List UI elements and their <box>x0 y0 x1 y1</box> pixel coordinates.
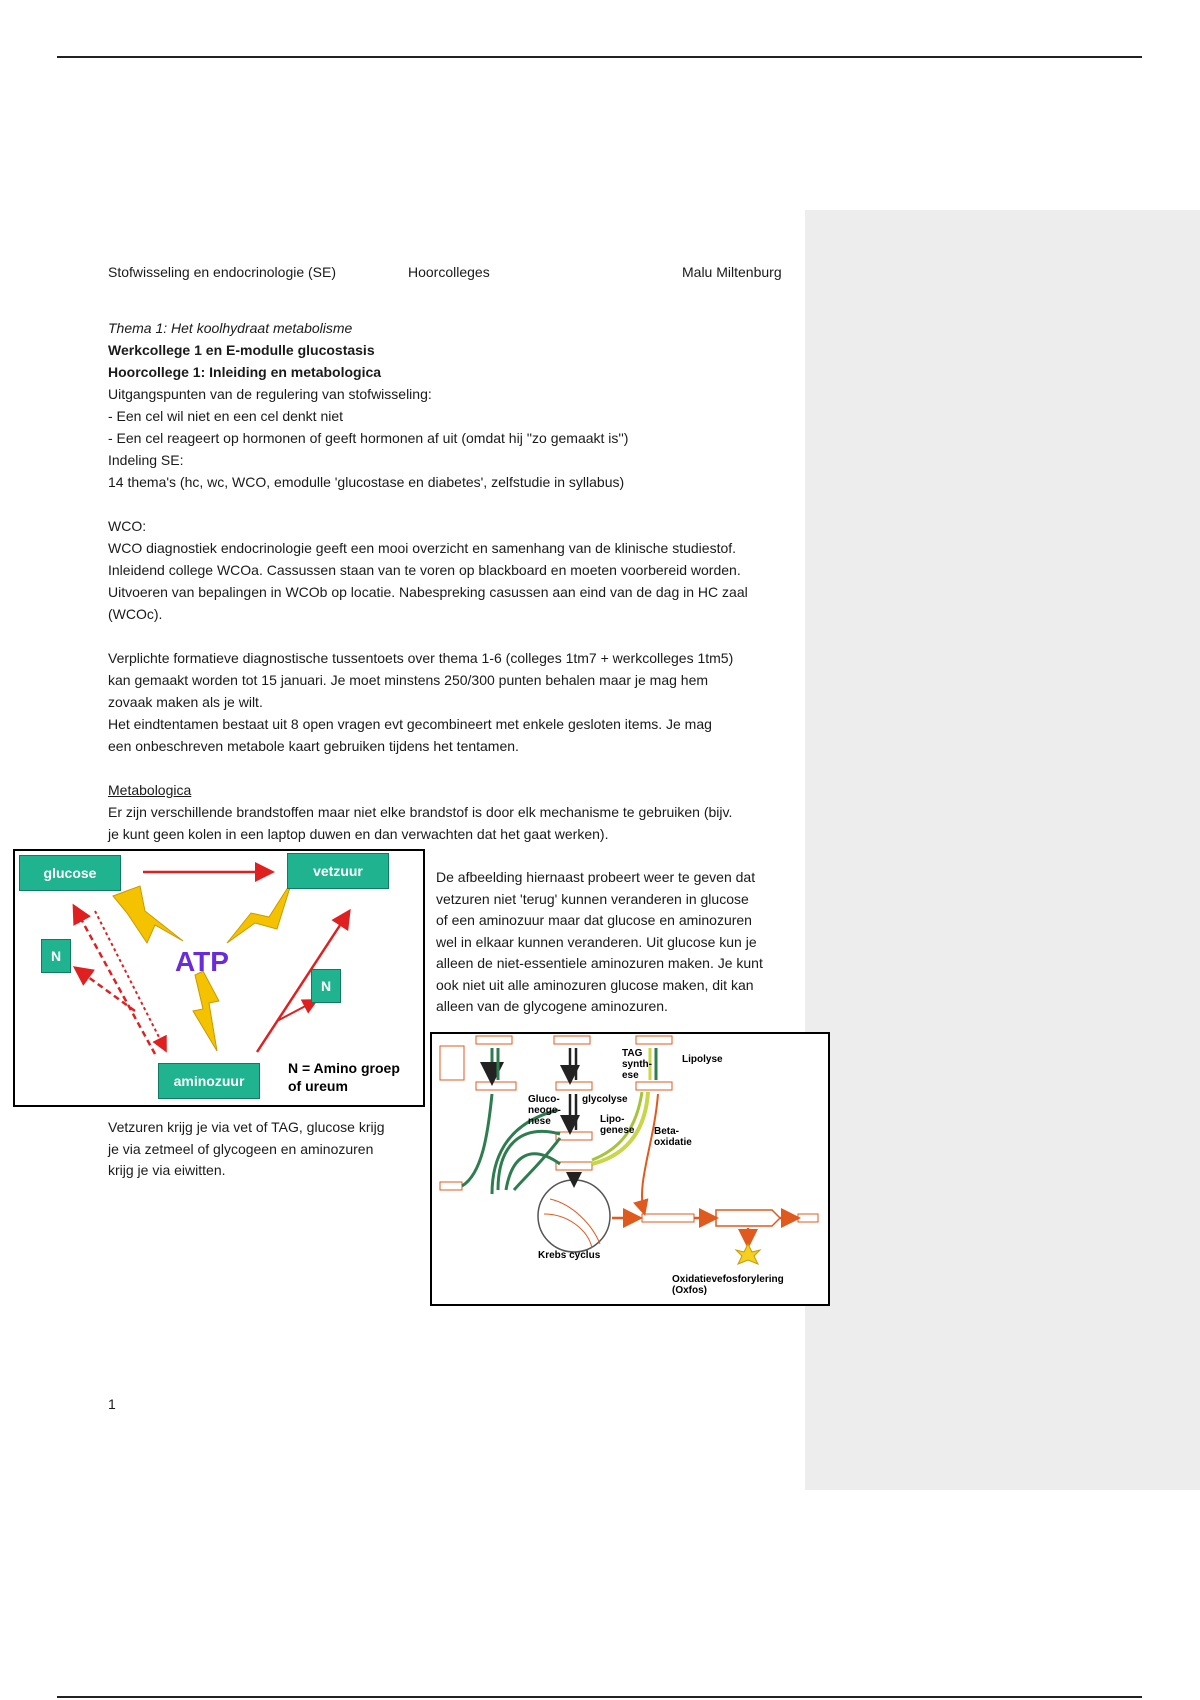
amino-group-box-left: N <box>41 939 71 973</box>
krebs-cycle-label: Krebs cyclus <box>538 1250 601 1261</box>
header-course: Stofwisseling en endocrinologie (SE) <box>108 264 337 280</box>
paragraph-line: kan gemaakt worden tot 15 januari. Je moet minstens 250/300 punten behalen maar je mag hem <box>108 672 709 688</box>
aminozuur-box: aminozuur <box>158 1063 260 1099</box>
heading-hoorcollege: Hoorcollege 1: Inleiding en metabologica <box>108 364 382 380</box>
glycolyse-label: glycolyse <box>582 1094 628 1105</box>
note-line: krijg je via eiwitten. <box>108 1162 226 1178</box>
n-legend-line2: of ureum <box>288 1078 348 1094</box>
tag-synthese-label: TAG synth- ese <box>622 1048 652 1081</box>
paragraph-line: 14 thema's (hc, wc, WCO, emodulle 'glucostase en diabetes', zelfstudie in syllabus) <box>108 474 625 490</box>
header-author: Malu Miltenburg <box>682 264 782 280</box>
paragraph-line: - Een cel reageert op hormonen of geeft hormonen af uit (omdat hij ''zo gemaakt is'') <box>108 430 629 446</box>
paragraph-line: Verplichte formatieve diagnostische tussentoets over thema 1-6 (colleges 1tm7 + werkcolleges 1tm5) <box>108 650 734 666</box>
n-legend-line1: N = Amino groep <box>288 1060 400 1076</box>
lipolyse-label: Lipolyse <box>682 1054 723 1065</box>
note-line: je via zetmeel of glycogeen en aminozuren <box>108 1140 374 1157</box>
paragraph-line: zovaak maken als je wilt. <box>108 694 263 710</box>
caption-line: De afbeelding hiernaast probeert weer te geven dat <box>436 869 756 885</box>
paragraph-line: Het eindtentamen bestaat uit 8 open vragen evt gecombineert met enkele gesloten items. Je mag <box>108 716 712 732</box>
atp-label: ATP <box>175 946 229 977</box>
paragraph-line: Inleidend college WCOa. Cassussen staan van te voren op blackboard en moeten voorbereid worden. <box>108 562 741 578</box>
comment-margin-panel <box>805 210 1200 1490</box>
gluconeogenese-label: Gluco- neoge- nese <box>528 1094 561 1127</box>
page-number: 1 <box>108 1396 116 1412</box>
paragraph-line: WCO diagnostiek endocrinologie geeft een mooi overzicht en samenhang van de klinische studiestof. <box>108 540 737 556</box>
glucose-box: glucose <box>19 855 121 891</box>
caption-line: ook niet uit alle aminozuren glucose maken, dit kan <box>436 976 754 993</box>
beta-oxidatie-label: Beta- oxidatie <box>654 1126 692 1148</box>
amino-group-box-right: N <box>311 969 341 1003</box>
oxfos-label: Oxidatievefosforylering (Oxfos) <box>672 1274 784 1296</box>
paragraph-line: Er zijn verschillende brandstoffen maar niet elke brandstof is door elk mechanisme te gebruiken (bijv. <box>108 804 733 820</box>
caption-line: alleen de niet-essentiele aminozuren maken. Je kunt <box>436 955 763 971</box>
caption-line: vetzuren niet 'terug' kunnen veranderen in glucose <box>436 890 749 907</box>
paragraph-line: een onbeschreven metabole kaart gebruiken tijdens het tentamen. <box>108 738 519 754</box>
wco-title: WCO: <box>108 518 147 534</box>
paragraph-line: - Een cel wil niet en een cel denkt niet <box>108 408 344 424</box>
paragraph-line: (WCOc). <box>108 606 163 622</box>
header-type: Hoorcolleges <box>408 264 490 280</box>
paragraph-line: je kunt geen kolen in een laptop duwen en dan verwachten dat het gaat werken). <box>108 826 609 842</box>
fuel-conversion-figure <box>13 849 425 1107</box>
theme-title: Thema 1: Het koolhydraat metabolisme <box>108 320 353 336</box>
note-line: Vetzuren krijg je via vet of TAG, glucose krijg <box>108 1119 385 1135</box>
paragraph-line: Uitgangspunten van de regulering van stofwisseling: <box>108 386 432 402</box>
header-rule <box>57 56 1142 58</box>
caption-line: of een aminozuur maar dat glucose en aminozuren <box>436 912 752 928</box>
document-body <box>108 317 798 845</box>
paragraph-line: Uitvoeren van bepalingen in WCOb op locatie. Nabespreking casussen aan eind van de dag in HC zaal <box>108 584 748 600</box>
metabolic-map-figure <box>430 1032 830 1306</box>
footer-rule <box>57 1696 1142 1698</box>
figure1-note <box>108 1117 418 1182</box>
metabologica-title: Metabologica <box>108 782 192 798</box>
caption-line: wel in elkaar kunnen veranderen. Uit glucose kun je <box>436 933 757 950</box>
vetzuur-box: vetzuur <box>287 853 389 889</box>
paragraph-line: Indeling SE: <box>108 452 184 468</box>
figure1-caption <box>436 867 796 1018</box>
heading-werkcollege: Werkcollege 1 en E-modulle glucostasis <box>108 342 375 358</box>
lipogenese-label: Lipo- genese <box>600 1114 635 1136</box>
caption-line: alleen van de glycogene aminozuren. <box>436 998 668 1014</box>
